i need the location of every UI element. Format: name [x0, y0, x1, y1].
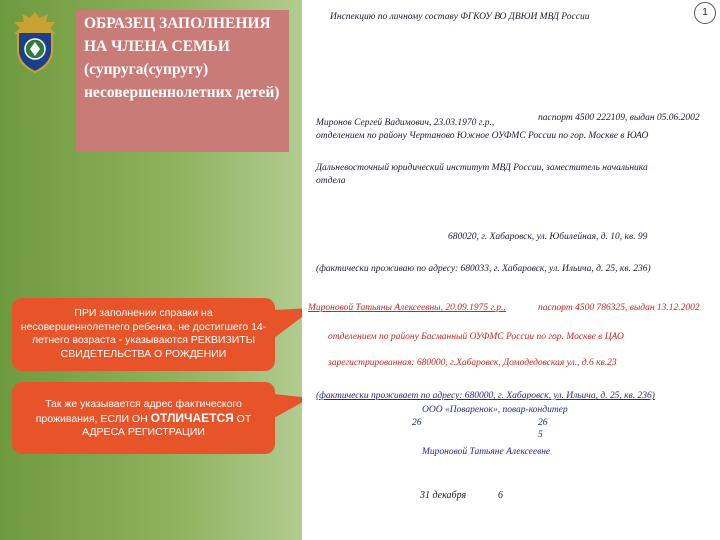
- callout-text-after: ОТ АДРЕСА РЕГИСТРАЦИИ: [82, 412, 252, 438]
- registration-address: 680020, г. Хабаровск, ул. Юбилейная, д. 10, кв. 99: [448, 232, 648, 242]
- callout-text-before: Так же указывается адрес фактического проживания, ЕСЛИ ОН: [35, 398, 242, 425]
- date-day-month: 31 декабря: [420, 490, 467, 501]
- person-passport: паспорт 4500 222109, выдан 05.06.2002: [538, 113, 700, 123]
- document-sample: [302, 0, 720, 540]
- page-number: 1: [694, 2, 716, 24]
- spouse-number-b: 26: [538, 418, 548, 428]
- actual-address: (фактически проживаю по адресу: 680033, г. Хабаровск, ул. Ильича, д. 25, кв. 236): [316, 264, 651, 274]
- spouse-workplace: ООО «Поваренок», повар-кондитер: [422, 405, 568, 415]
- workplace-line1: Дальневосточный юридический институт МВД России, заместитель начальника: [316, 163, 648, 173]
- spouse-name: Мироновой Татьяны Алексеевны, 20.09.1975 г.р.,: [308, 303, 506, 313]
- workplace-line2: отдела: [316, 176, 346, 186]
- person-name: Миронов Сергей Вадимович, 23.03.1970 г.р.,: [316, 118, 495, 128]
- spouse-passport: паспорт 4500 786325, выдан 13.12.2002: [538, 303, 700, 313]
- callout-actual-address: [12, 382, 275, 454]
- spouse-number-a: 26: [412, 418, 422, 428]
- spouse-name-dative: Мироновой Татьяне Алексеевне: [422, 447, 551, 457]
- spouse-registration: зарегистрированная: 680000, г.Хабаровск, Домодедовская ул., д.6 кв.23: [328, 358, 617, 368]
- spouse-actual-address: (фактически проживает по адресу: 680000, г. Хабаровск, ул. Ильича, д. 25, кв. 236): [316, 391, 655, 401]
- callout-emphasis: ОТЛИЧАЕТСЯ: [150, 410, 234, 425]
- spouse-passport-issued: отделением по району Басманный ОУФМС России по гор. Москве в ЦАО: [328, 332, 624, 342]
- person-passport-issued: отделением по району Чертаново Южное ОУФМС России по гор. Москве в ЮАО: [316, 131, 649, 141]
- addressee: Инспекцию по личному составу ФГКОУ ВО ДВЮИ МВД России: [330, 12, 590, 22]
- spouse-number-c: 5: [538, 430, 543, 440]
- slide-title: ОБРАЗЕЦ ЗАПОЛНЕНИЯ НА ЧЛЕНА СЕМЬИ (супруга(супругу) несовершеннолетних детей): [76, 10, 289, 152]
- mvd-emblem-icon: [6, 6, 64, 74]
- date-year: 6: [498, 490, 503, 501]
- callout-birth-certificate: ПРИ заполнении справки на несовершеннолетнего ребенка, не достигшего 14-летнего возраста - указываются РЕКВИЗИТЫ СВИДЕТЕЛЬСТВА О РОЖДЕНИИ: [12, 298, 275, 371]
